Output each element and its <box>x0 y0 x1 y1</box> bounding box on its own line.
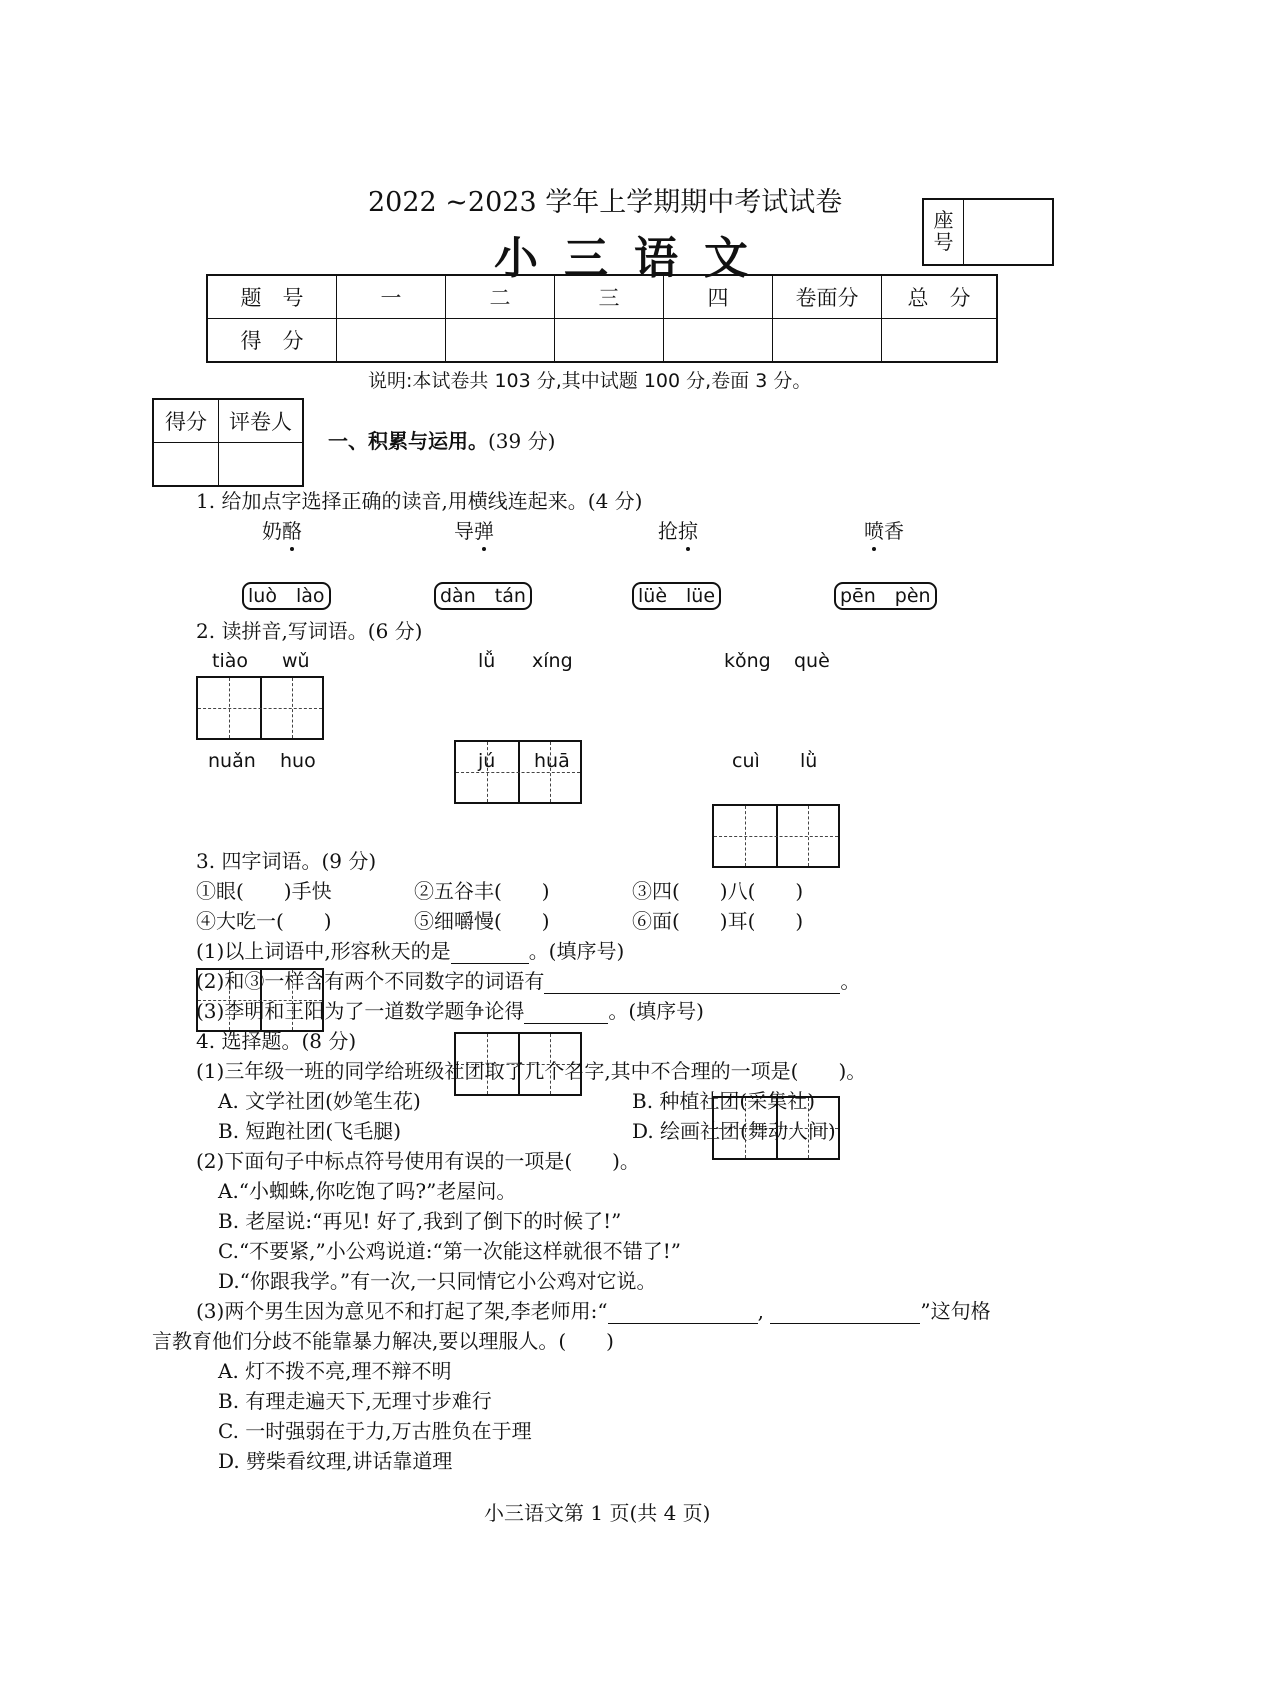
pinyin: huā <box>534 750 570 772</box>
q4-s2-option[interactable]: D.“你跟我学。”有一次,一只同情它小公鸡对它说。 <box>218 1269 657 1293</box>
writing-grid[interactable] <box>712 804 840 868</box>
dotted-char: 酪 <box>282 519 302 543</box>
answer-blank[interactable] <box>770 1303 920 1324</box>
q3-sub3: (3)李明和王阳为了一道数学题争论得 。(填序号) <box>196 999 704 1023</box>
dotted-char: 弹 <box>474 519 494 543</box>
q3-idiom: ③四( )八( ) <box>632 879 804 903</box>
q3-sub1: (1)以上词语中,形容秋天的是 。(填序号) <box>196 939 625 963</box>
score-header-cell: 二 <box>446 275 555 319</box>
q1-pinyin-option[interactable]: luò lào <box>242 582 331 610</box>
q3-stem: 3. 四字词语。(9 分) <box>196 849 377 873</box>
q1-word: 抢掠 <box>658 519 698 543</box>
q2-stem: 2. 读拼音,写词语。(6 分) <box>196 619 423 643</box>
q1-pinyin-option[interactable]: lüè lüe <box>632 582 721 610</box>
q4-s2-option[interactable]: C.“不要紧,”小公鸡说道:“第一次能这样就很不错了!” <box>218 1239 681 1263</box>
q4-stem: 4. 选择题。(8 分) <box>196 1029 357 1053</box>
q1-pinyin-option[interactable]: dàn tán <box>434 582 532 610</box>
q4-s3: (3)两个男生因为意见不和打起了架,李老师用:“ , ”这句格 <box>196 1299 991 1323</box>
q4-s3-option[interactable]: C. 一时强弱在于力,万古胜负在于理 <box>218 1419 532 1443</box>
grader-table <box>152 398 304 487</box>
pinyin: nuǎn <box>208 750 256 772</box>
q1-word: 奶酪 <box>262 519 302 543</box>
grader-reviewer-label: 评卷人 <box>219 399 304 443</box>
q3-sub2: (2)和③一样含有两个不同数字的词语有 。 <box>196 969 861 993</box>
score-cell[interactable] <box>446 319 555 363</box>
pinyin: lǜ <box>800 750 818 772</box>
score-cell[interactable] <box>882 319 998 363</box>
pinyin: wǔ <box>282 650 310 672</box>
score-header-cell: 总 分 <box>882 275 998 319</box>
q4-s2-option[interactable]: B. 老屋说:“再见! 好了,我到了倒下的时候了!” <box>218 1209 622 1233</box>
exam-title: 2022 ~2023 学年上学期期中考试试卷 <box>368 187 843 218</box>
seat-number-box <box>922 198 1054 266</box>
answer-blank[interactable] <box>608 1303 758 1324</box>
pinyin: tiào <box>212 650 248 672</box>
grader-score-label: 得分 <box>153 399 219 443</box>
pinyin: què <box>794 650 830 672</box>
q4-s1: (1)三年级一班的同学给班级社团取了几个名字,其中不合理的一项是( )。 <box>196 1059 867 1083</box>
grader-reviewer-cell[interactable] <box>219 443 304 487</box>
q4-s1-option[interactable]: B. 种植社团(采集社) <box>632 1089 816 1113</box>
q4-s2: (2)下面句子中标点符号使用有误的一项是( )。 <box>196 1149 640 1173</box>
score-header-cell: 四 <box>664 275 773 319</box>
section-1-points: (39 分) <box>488 429 556 453</box>
grader-score-cell[interactable] <box>153 443 219 487</box>
answer-blank[interactable] <box>524 1003 608 1024</box>
q3-idiom: ④大吃一( ) <box>196 909 332 933</box>
section-1-heading <box>328 428 555 454</box>
score-header-cell: 一 <box>337 275 446 319</box>
q1-word: 喷香 <box>864 519 904 543</box>
pinyin: kǒng <box>724 650 771 672</box>
score-cell[interactable] <box>555 319 664 363</box>
q1-word: 导弹 <box>454 519 494 543</box>
pinyin: xíng <box>532 650 573 672</box>
pinyin: jú <box>478 750 496 772</box>
q4-s3-option[interactable]: D. 劈柴看纹理,讲话靠道理 <box>218 1449 453 1473</box>
q4-s1-option[interactable]: D. 绘画社团(舞动人间) <box>632 1119 836 1143</box>
writing-grid[interactable] <box>196 676 324 740</box>
q1-pinyin-option[interactable]: pēn pèn <box>834 582 937 610</box>
pinyin: huo <box>280 750 316 772</box>
q3-idiom: ⑤细嚼慢( ) <box>414 909 550 933</box>
dotted-char: 喷 <box>864 519 884 543</box>
dotted-char: 掠 <box>678 519 698 543</box>
q4-s2-option[interactable]: A.“小蜘蛛,你吃饱了吗?”老屋问。 <box>218 1179 517 1203</box>
seat-label: 座号 <box>924 200 964 264</box>
q4-s1-option[interactable]: A. 文学社团(妙笔生花) <box>218 1089 421 1113</box>
subject-title: 小三语文 <box>494 233 774 284</box>
score-header-cell: 卷面分 <box>773 275 882 319</box>
page-footer: 小三语文第 1 页(共 4 页) <box>484 1501 711 1525</box>
score-cell[interactable] <box>664 319 773 363</box>
q4-s3-option[interactable]: A. 灯不拨不亮,理不辩不明 <box>218 1359 452 1383</box>
q4-s3-option[interactable]: B. 有理走遍天下,无理寸步难行 <box>218 1389 492 1413</box>
score-header-cell: 题 号 <box>207 275 337 319</box>
answer-blank[interactable] <box>544 973 840 994</box>
score-cell[interactable] <box>773 319 882 363</box>
answer-blank[interactable] <box>451 943 529 964</box>
exam-note: 说明:本试卷共 103 分,其中试题 100 分,卷面 3 分。 <box>368 370 812 392</box>
q1-stem: 1. 给加点字选择正确的读音,用横线连起来。(4 分) <box>196 489 643 513</box>
q3-idiom: ①眼( )手快 <box>196 879 332 903</box>
q3-idiom: ②五谷丰( ) <box>414 879 550 903</box>
score-header-cell: 三 <box>555 275 664 319</box>
score-cell[interactable] <box>337 319 446 363</box>
score-table <box>206 274 998 363</box>
q3-idiom: ⑥面( )耳( ) <box>632 909 804 933</box>
q4-s1-option[interactable]: B. 短跑社团(飞毛腿) <box>218 1119 402 1143</box>
section-1-title: 一、积累与运用。 <box>328 429 488 453</box>
pinyin: cuì <box>732 750 760 772</box>
pinyin: lǚ <box>478 650 496 672</box>
q4-s3-line2: 言教育他们分歧不能靠暴力解决,要以理服人。( ) <box>152 1329 614 1353</box>
score-row-label: 得 分 <box>207 319 337 363</box>
